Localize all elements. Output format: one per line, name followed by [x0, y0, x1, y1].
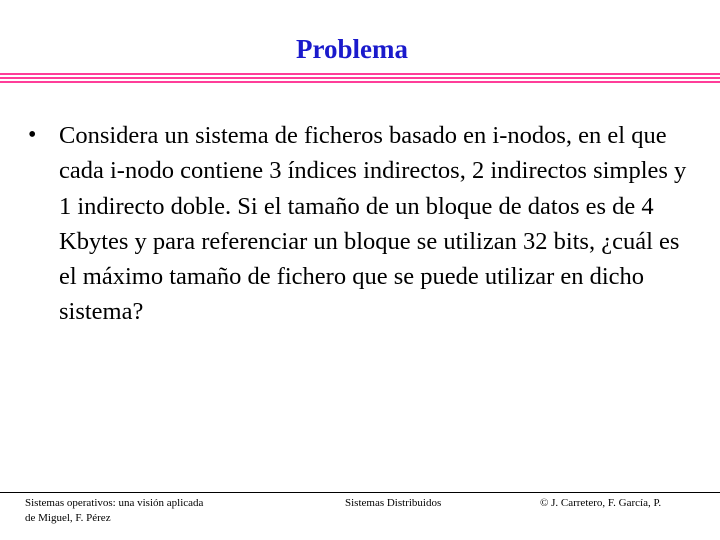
- title-divider: [0, 73, 720, 75]
- footer-book-title: Sistemas operativos: una visión aplicada: [25, 497, 204, 509]
- bullet-item: [28, 118, 693, 330]
- bullet-icon: •: [28, 122, 37, 148]
- footer-divider: [0, 492, 720, 493]
- title-divider: [0, 77, 720, 79]
- bullet-list: [28, 118, 693, 330]
- footer-course: Sistemas Distribuidos: [345, 497, 442, 509]
- footer-copyright: © J. Carretero, F. García, P.: [540, 497, 662, 509]
- slide-title: Problema: [296, 34, 408, 64]
- footer-source: [25, 496, 265, 526]
- footer-authors: de Miguel, F. Pérez: [25, 512, 111, 524]
- title-divider: [0, 81, 720, 83]
- bullet-text: Considera un sistema de ficheros basado en i-nodos, en el que cada i-nodo contiene 3 índices indirectos, 2 indirectos simples y 1 indirecto doble. Si el tamaño de un bloque de datos es de 4 Kbytes y para referenciar un bloque se utilizan 32 bits, ¿cuál es el máximo tamaño de fichero que se puede utilizar en dicho sistema?: [59, 122, 687, 326]
